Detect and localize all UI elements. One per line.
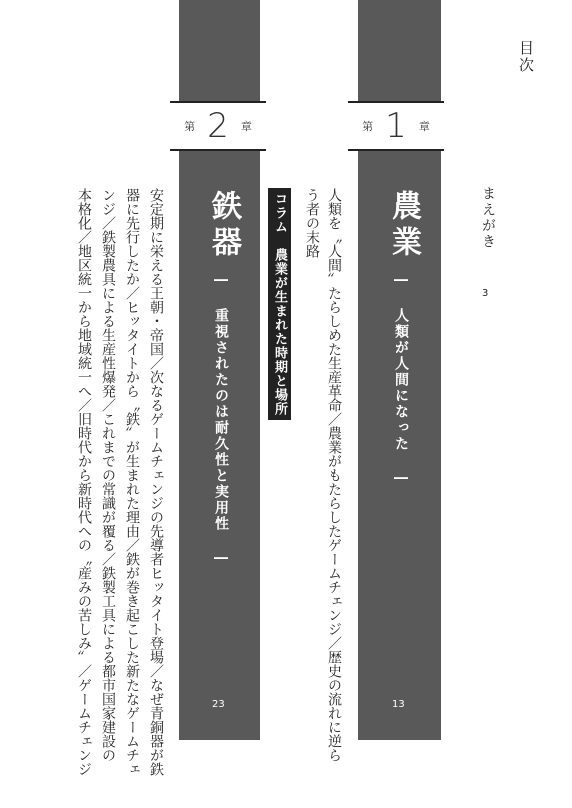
chapter-2-heading (170, 103, 266, 149)
chapter-2-title: 鉄器 (206, 190, 241, 262)
chapter-2-body-line-1: 安定期に栄える王朝・帝国／次なるゲームチェンジの先導者ヒッタイト登場／なぜ青銅器が鉄 (148, 188, 164, 776)
chapter-1-header-band (358, 0, 441, 101)
preface-page: 3 (482, 288, 489, 299)
chapter-1-body-line-2: う者の末路 (304, 188, 320, 258)
chapter-1-number: 1 (385, 106, 407, 146)
chapter-2-subtitle: ― 重視されたのは耐久性と実用性 ― (213, 272, 229, 568)
chapter-2-body-line-2: 器に先行したか／ヒッタイトから〝鉄〟が生まれた理由／鉄が巻き起こした新たなゲームチェ (124, 188, 140, 776)
chapter-1-body-line-1: 人類を〝人間〟たらしめた生産革命／農業がもたらしたゲームチェンジ／歴史の流れに逆ら (326, 188, 342, 762)
chapter-2-number: 2 (207, 106, 229, 146)
chapter-1-page: 13 (392, 699, 405, 710)
preface-label[interactable]: まえがき (480, 186, 496, 250)
chapter-2-body-line-4: 本格化／地区統一から地域統一へ／旧時代から新時代への〝産みの苦しみ〟／ゲームチェンジ (76, 188, 92, 776)
chapter-1-heading (348, 103, 444, 149)
chapter-1-suffix: 章 (418, 120, 430, 133)
chapter-2-page: 23 (212, 699, 225, 710)
chapter-1-subtitle: ― 人類が人間になった ― (393, 272, 409, 488)
chapter-2-suffix: 章 (240, 120, 252, 133)
chapter-2-body-line-3: ンジ／鉄製農具による生産性爆発／これまでの常識が覆る／鉄製工具による都市国家建設の (100, 188, 116, 762)
chapter-1-title: 農業 (386, 190, 421, 262)
toc-title: 目次 (517, 40, 535, 74)
chapter-2-header-band (179, 0, 260, 101)
chapter-1-column[interactable]: コラム 農業が生まれた時期と場所 (268, 188, 291, 420)
chapter-1-prefix: 第 (362, 120, 374, 133)
chapter-2-prefix: 第 (184, 120, 196, 133)
